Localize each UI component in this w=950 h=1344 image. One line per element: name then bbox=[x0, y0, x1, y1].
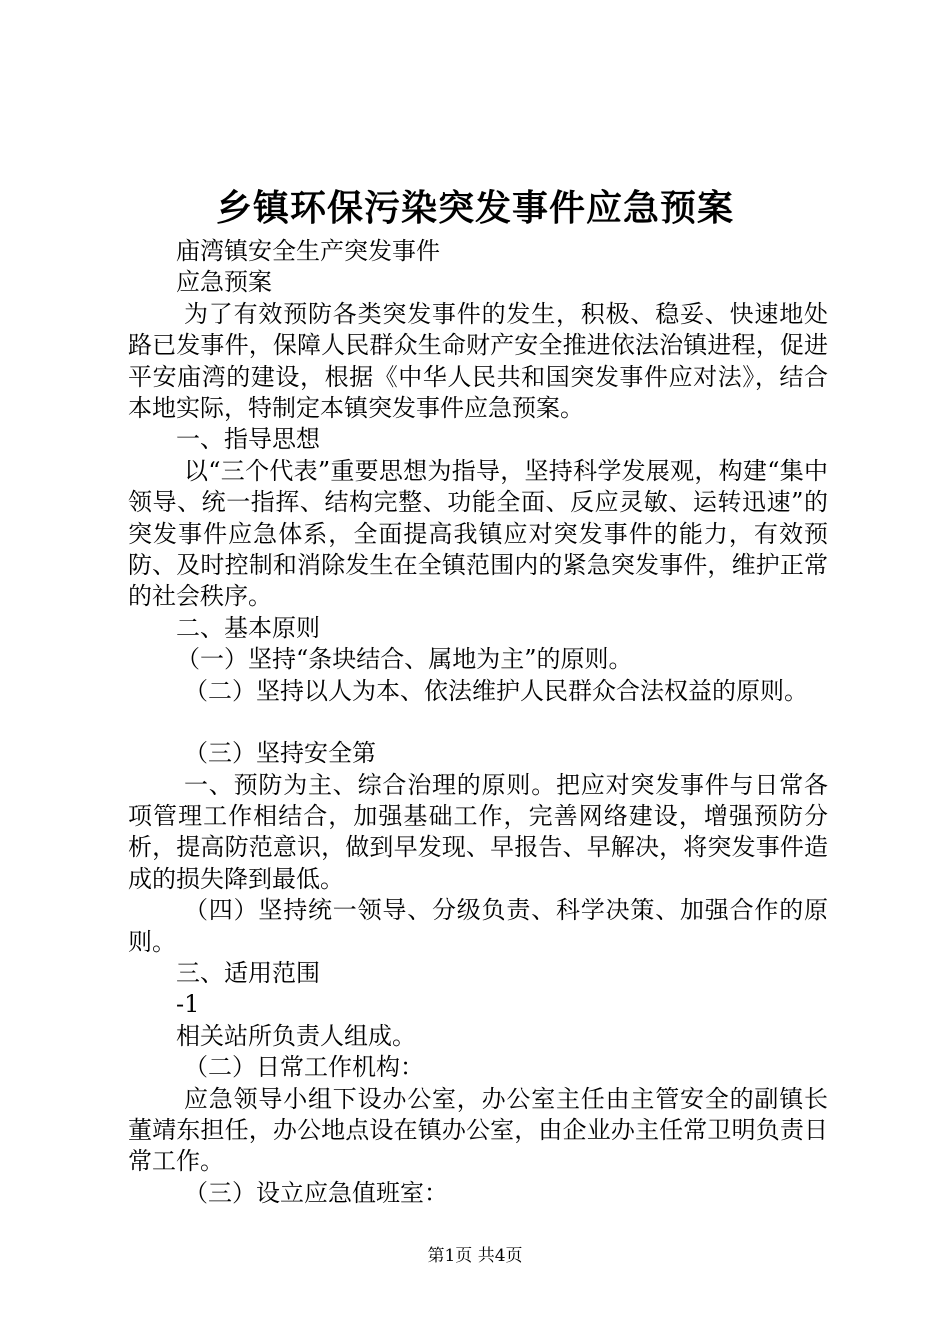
document-title: 乡镇环保污染突发事件应急预案 bbox=[215, 187, 734, 229]
heading-basic-principles: 二、基本原则 bbox=[176, 613, 320, 642]
heading-guiding-thought: 一、指导思想 bbox=[176, 425, 320, 454]
principle-item-3: （三）坚持安全第 bbox=[184, 739, 376, 768]
paragraph-prevention: 一、预防为主、综合治理的原则。把应对突发事件与日常各项管理工作相结合，加强基础工作，完善网络建设，增强预防分析，提高防范意识，做到早发现、早报告、早解决，将突发事件造成的损失降到最低。 bbox=[128, 770, 828, 893]
page-marker: -1 bbox=[176, 990, 200, 1019]
heading-daily-office: （二）日常工作机构： bbox=[184, 1053, 424, 1082]
paragraph-gap bbox=[128, 707, 828, 738]
document-body bbox=[128, 236, 828, 1209]
page-footer: 第1页 共4页 bbox=[427, 1246, 523, 1266]
principle-item-2: （二）坚持以人为本、依法维护人民群众合法权益的原则。 bbox=[184, 676, 808, 705]
paragraph-daily-office: 应急领导小组下设办公室，办公室主任由主管安全的副镇长董靖东担任，办公地点设在镇办公室，由企业办主任常卫明负责日常工作。 bbox=[128, 1084, 828, 1176]
paragraph-members: 相关站所负责人组成。 bbox=[176, 1021, 416, 1050]
heading-duty-room: （三）设立应急值班室： bbox=[184, 1178, 448, 1207]
paragraph-subtitle-line-2: 应急预案 bbox=[176, 268, 272, 297]
principle-item-4: （四）坚持统一领导、分级负责、科学决策、加强合作的原则。 bbox=[128, 896, 828, 956]
principle-item-1: （一）坚持“条块结合、属地为主”的原则。 bbox=[176, 645, 633, 674]
heading-scope: 三、适用范围 bbox=[176, 958, 320, 987]
paragraph-guiding-thought: 以“三个代表”重要思想为指导，坚持科学发展观，构建“集中领导、统一指挥、结构完整、功能全面、反应灵敏、运转迅速”的突发事件应急体系，全面提高我镇应对突发事件的能力，有效预防、及时控制和消除发生在全镇范围内的紧急突发事件，维护正常的社会秩序。 bbox=[128, 456, 828, 611]
paragraph-intro: 为了有效预防各类突发事件的发生，积极、稳妥、快速地处路已发事件，保障人民群众生命财产安全推进依法治镇进程，促进平安庙湾的建设，根据《中华人民共和国突发事件应对法》，结合本地实际，特制定本镇突发事件应急预案。 bbox=[128, 299, 828, 423]
paragraph-subtitle-line-1: 庙湾镇安全生产突发事件 bbox=[176, 237, 440, 265]
